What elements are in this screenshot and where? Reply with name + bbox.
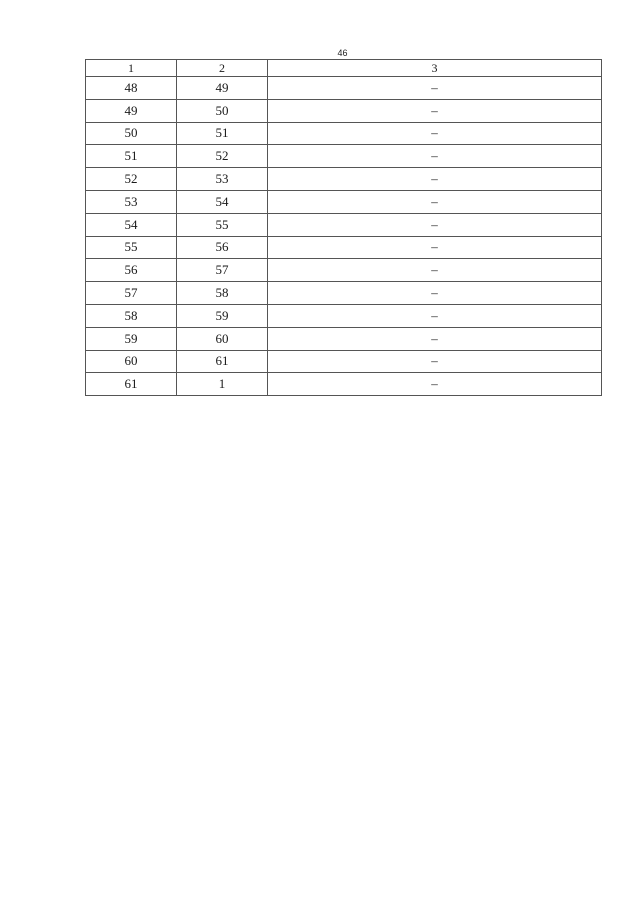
table-cell: 53 — [86, 190, 177, 213]
table-cell: 56 — [177, 236, 268, 259]
column-header-3: 3 — [268, 60, 602, 77]
table-cell: 50 — [86, 122, 177, 145]
table-cell: – — [268, 213, 602, 236]
table-row — [86, 99, 602, 122]
table-cell: 60 — [86, 350, 177, 373]
table-cell: 51 — [177, 122, 268, 145]
table-row — [86, 373, 602, 396]
table-cell: 52 — [86, 168, 177, 191]
table-cell: – — [268, 77, 602, 100]
table-cell: – — [268, 304, 602, 327]
table-cell: – — [268, 145, 602, 168]
table-cell: 55 — [86, 236, 177, 259]
table-cell: 56 — [86, 259, 177, 282]
table-cell: 51 — [86, 145, 177, 168]
table-cell: – — [268, 190, 602, 213]
table-cell: – — [268, 282, 602, 305]
table-row — [86, 327, 602, 350]
table-cell: 61 — [86, 373, 177, 396]
table-cell: – — [268, 236, 602, 259]
table-row — [86, 236, 602, 259]
page-number: 46 — [337, 48, 348, 58]
table-cell: 57 — [177, 259, 268, 282]
data-table — [85, 59, 602, 396]
table-cell: 59 — [177, 304, 268, 327]
table-cell: 50 — [177, 99, 268, 122]
table-cell: – — [268, 168, 602, 191]
table-cell: – — [268, 122, 602, 145]
table-cell: 1 — [177, 373, 268, 396]
table-cell: 58 — [86, 304, 177, 327]
table-row — [86, 213, 602, 236]
table-cell: – — [268, 373, 602, 396]
table-row — [86, 190, 602, 213]
table-cell: 52 — [177, 145, 268, 168]
table-cell: 53 — [177, 168, 268, 191]
column-header-2: 2 — [177, 60, 268, 77]
table-row — [86, 304, 602, 327]
header-row — [86, 60, 602, 77]
table-cell: – — [268, 327, 602, 350]
table-cell: 58 — [177, 282, 268, 305]
table-cell: 48 — [86, 77, 177, 100]
table-cell: 60 — [177, 327, 268, 350]
column-header-1: 1 — [86, 60, 177, 77]
table-cell: 57 — [86, 282, 177, 305]
table-cell: 55 — [177, 213, 268, 236]
table-cell: 49 — [86, 99, 177, 122]
table-cell: 54 — [177, 190, 268, 213]
table-cell: – — [268, 350, 602, 373]
table-row — [86, 122, 602, 145]
table-cell: – — [268, 99, 602, 122]
table-cell: 61 — [177, 350, 268, 373]
table-body — [86, 77, 602, 396]
table-row — [86, 77, 602, 100]
table-cell: 49 — [177, 77, 268, 100]
table-cell: 59 — [86, 327, 177, 350]
table-cell: – — [268, 259, 602, 282]
table-row — [86, 259, 602, 282]
table-row — [86, 145, 602, 168]
table-cell: 54 — [86, 213, 177, 236]
table-row — [86, 168, 602, 191]
table-header — [86, 60, 602, 77]
table-row — [86, 350, 602, 373]
table-row — [86, 282, 602, 305]
